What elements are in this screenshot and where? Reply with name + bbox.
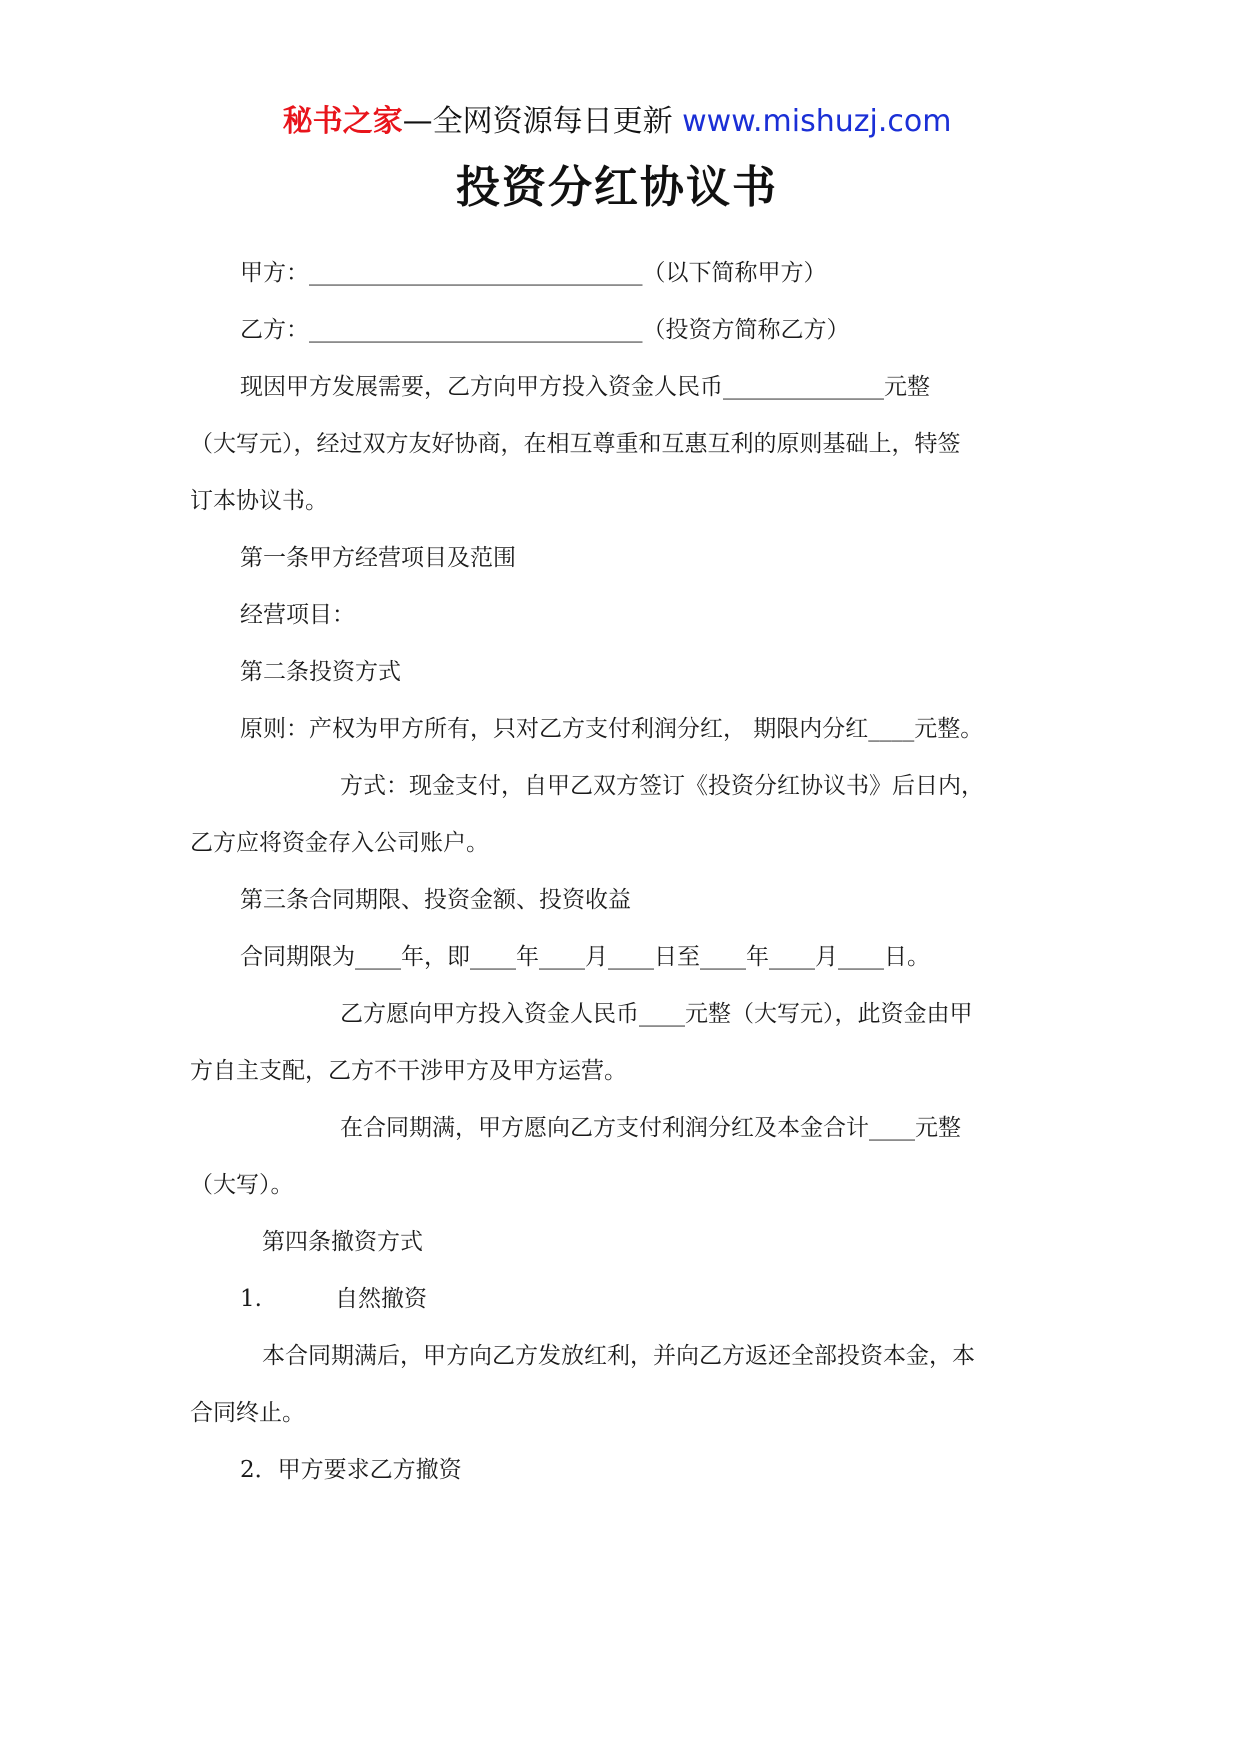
- paragraph-line: 方自主支配，乙方不干涉甲方及甲方运营。: [190, 1058, 627, 1084]
- document-title: 投资分红协议书: [456, 162, 778, 213]
- paragraph-line: 方式：现金支付，自甲乙双方签订《投资分红协议书》后日内，: [340, 773, 984, 799]
- paragraph-line: 本合同期满后，甲方向乙方发放红利，并向乙方返还全部投资本金，本: [262, 1343, 975, 1369]
- party-a-line: 甲方：_____________________________（以下简称甲方）: [240, 260, 827, 286]
- article-heading: 第三条合同期限、投资金额、投资收益: [240, 887, 631, 913]
- paragraph-line: （大写）。: [190, 1172, 294, 1198]
- paragraph-line: 合同终止。: [190, 1400, 305, 1426]
- brand-name: 秘书之家: [282, 104, 403, 139]
- brand-url[interactable]: www.mishuzj.com: [682, 104, 952, 139]
- list-item: 2．甲方要求乙方撤资: [240, 1457, 462, 1483]
- brand-tagline: —全网资源每日更新: [402, 104, 683, 139]
- paragraph-line: （大写元），经过双方友好协商，在相互尊重和互惠互利的原则基础上，特签: [190, 431, 961, 457]
- paragraph-line: 在合同期满，甲方愿向乙方支付利润分红及本金合计____元整: [340, 1115, 961, 1141]
- paragraph-line: 经营项目：: [240, 602, 355, 628]
- list-item: 1. 自然撤资: [240, 1286, 428, 1312]
- paragraph-line: 乙方应将资金存入公司账户。: [190, 830, 489, 856]
- article-heading: 第二条投资方式: [240, 659, 401, 685]
- paragraph-line: 原则：产权为甲方所有，只对乙方支付利润分红， 期限内分红____元整。: [240, 716, 984, 742]
- paragraph-line: 现因甲方发展需要，乙方向甲方投入资金人民币______________元整: [240, 374, 930, 400]
- article-heading: 第四条撤资方式: [262, 1229, 423, 1255]
- article-heading: 第一条甲方经营项目及范围: [240, 545, 516, 571]
- paragraph-line: 合同期限为____年，即____年____月____日至____年____月____日。: [240, 944, 930, 970]
- site-banner: [0, 102, 1234, 142]
- party-b-line: 乙方：_____________________________（投资方简称乙方）: [240, 317, 850, 343]
- paragraph-line: 订本协议书。: [190, 488, 328, 514]
- paragraph-line: 乙方愿向甲方投入资金人民币____元整（大写元），此资金由甲: [340, 1001, 973, 1027]
